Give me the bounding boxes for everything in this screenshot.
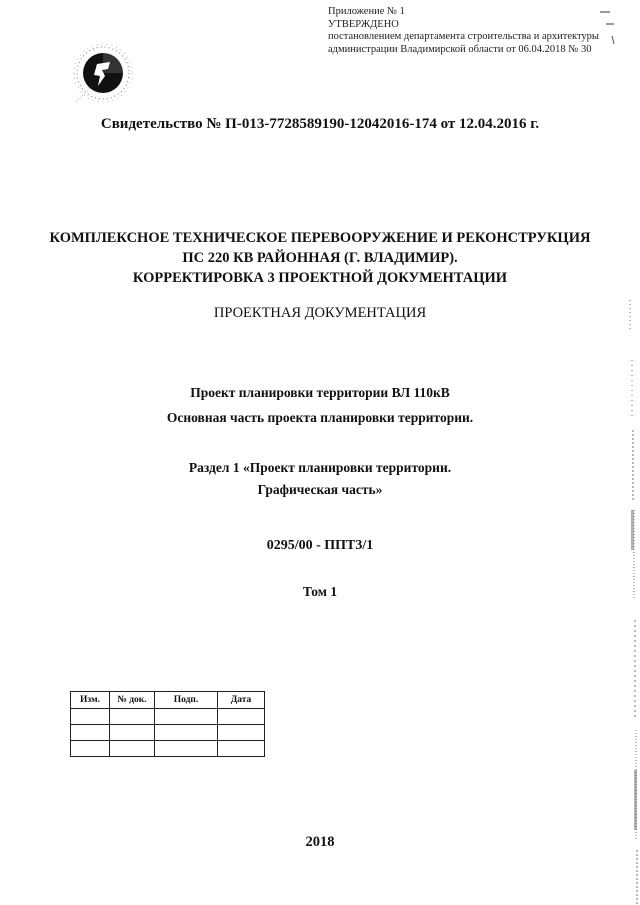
table-row [71, 725, 265, 741]
project-title [0, 380, 640, 430]
revision-table-header-row [71, 692, 265, 709]
approval-line-approved: УТВЕРЖДЕНО [328, 18, 399, 30]
main-title [0, 228, 640, 288]
approval-line-administration: администрации Владимирской области от 06.04.2018 № 30 [328, 43, 592, 55]
document-type: ПРОЕКТНАЯ ДОКУМЕНТАЦИЯ [213, 305, 427, 321]
approval-line-decree: постановлением департамента строительства и архитектуры [328, 31, 599, 42]
revision-header-change: Изм. [71, 692, 110, 709]
document-code: 0295/00 - ППТ3/1 [266, 538, 374, 553]
main-title-line-2: ПС 220 КВ РАЙОННАЯ (Г. ВЛАДИМИР). [182, 250, 458, 266]
volume-number: Том 1 [302, 584, 338, 599]
table-cell [218, 741, 265, 757]
main-title-line-1: КОМПЛЕКСНОЕ ТЕХНИЧЕСКОЕ ПЕРЕВООРУЖЕНИЕ И РЕКОНСТРУКЦИЯ [49, 230, 591, 246]
organization-logo-icon [72, 42, 134, 104]
scan-marks [598, 6, 618, 46]
revision-table [70, 691, 265, 757]
table-cell [71, 725, 110, 741]
project-title-line-1: Проект планировки территории ВЛ 110кВ [190, 385, 450, 400]
scan-edge-artifact [600, 300, 640, 905]
section-title-line-2: Графическая часть» [257, 482, 383, 497]
table-cell [71, 741, 110, 757]
table-cell [218, 709, 265, 725]
table-cell [110, 741, 155, 757]
document-year: 2018 [305, 834, 335, 850]
table-row [71, 709, 265, 725]
revision-header-doc-number: № док. [110, 692, 155, 709]
certificate-number: Свидетельство № П-013-7728589190-12042016-174 от 12.04.2016 г. [100, 116, 540, 132]
table-row [71, 741, 265, 757]
revision-header-signature: Подп. [155, 692, 218, 709]
table-cell [218, 725, 265, 741]
main-title-line-3: КОРРЕКТИРОВКА 3 ПРОЕКТНОЙ ДОКУМЕНТАЦИИ [132, 270, 508, 286]
revision-header-date: Дата [218, 692, 265, 709]
approval-line-appendix: Приложение № 1 [328, 6, 405, 17]
table-cell [155, 741, 218, 757]
approval-stamp [328, 6, 628, 56]
table-cell [155, 725, 218, 741]
project-title-line-2: Основная часть проекта планировки территории. [166, 410, 474, 425]
table-cell [110, 725, 155, 741]
section-title-line-1: Раздел 1 «Проект планировки территории. [188, 460, 452, 475]
table-cell [155, 709, 218, 725]
section-title [0, 457, 640, 501]
table-cell [71, 709, 110, 725]
table-cell [110, 709, 155, 725]
